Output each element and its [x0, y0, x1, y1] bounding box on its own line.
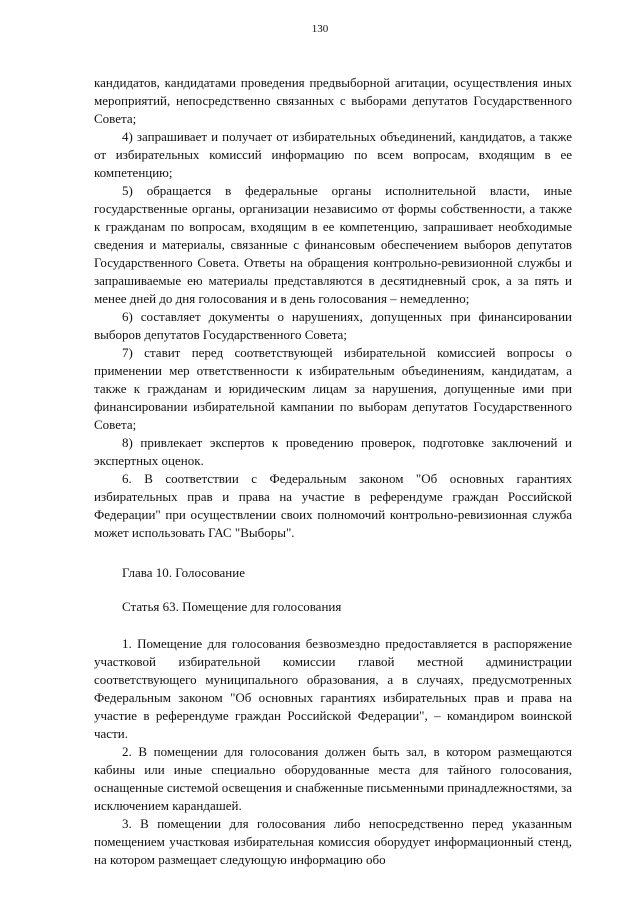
article-heading: Статья 63. Помещение для голосования [122, 599, 342, 614]
article-paragraph-3: 3. В помещении для голосования либо непосредственно перед указанным помещением участковая избирательная комиссия оборудует информационный стенд, на котором размещает следующую информацию обо [94, 816, 572, 867]
page-number: 130 [311, 23, 329, 35]
document-body [94, 74, 572, 869]
paragraph-continuation: кандидатов, кандидатами проведения предвыборной агитации, осуществления иных мероприятий, непосредственно связанных с выборами депутатов Государственного Совета; [94, 75, 572, 126]
article-paragraph-2: 2. В помещении для голосования должен быть зал, в котором размещаются кабины или иные специально оборудованные места для тайного голосования, оснащенные системой освещения и снабженные письменными принадлежностями, за исключением карандашей. [94, 744, 572, 813]
paragraph-item-5: 5) обращается в федеральные органы исполнительной власти, иные государственные органы, организации независимо от формы собственности, а также к гражданам по вопросам, входящим в ее компетенцию, запрашивает необходимые сведения и материалы, связанные с финансовым обеспечением выборов депутатов Государственного Совета. Ответы на обращения контрольно-ревизионной службы и запрашиваемые ею материалы представляются в десятидневный срок, а за пять и менее дней до дня голосования и в день голосования – немедленно; [94, 183, 572, 306]
paragraph-item-4: 4) запрашивает и получает от избирательных объединений, кандидатов, а также от избирательных комиссий информацию по всем вопросам, входящим в ее компетенцию; [94, 129, 572, 180]
article-paragraph-1: 1. Помещение для голосования безвозмездно предоставляется в распоряжение участковой избирательной комиссии главой местной администрации соответствующего муниципального образования, а в случаях, предусмотренных Федеральным законом "Об основных гарантиях избирательных прав и права на участие в референдуме граждан Российской Федерации", – командиром воинской части. [94, 636, 572, 741]
paragraph-part-6: 6. В соответствии с Федеральным законом "Об основных гарантиях избирательных прав и права на участие в референдуме граждан Российской Федерации" при осуществлении своих полномочий контрольно-ревизионная служба может использовать ГАС "Выборы". [94, 471, 572, 540]
chapter-heading: Глава 10. Голосование [122, 565, 245, 580]
paragraph-item-6: 6) составляет документы о нарушениях, допущенных при финансировании выборов депутатов Государственного Совета; [94, 309, 572, 342]
paragraph-item-7: 7) ставит перед соответствующей избирательной комиссией вопросы о применении мер ответственности к избирательным объединениям, кандидатам, а также к гражданам и юридическим лицам за нарушения, допущенные ими при финансировании избирательной кампании по выборам депутатов Государственного Совета; [94, 345, 572, 432]
paragraph-item-8: 8) привлекает экспертов к проведению проверок, подготовке заключений и экспертных оценок. [94, 435, 572, 468]
